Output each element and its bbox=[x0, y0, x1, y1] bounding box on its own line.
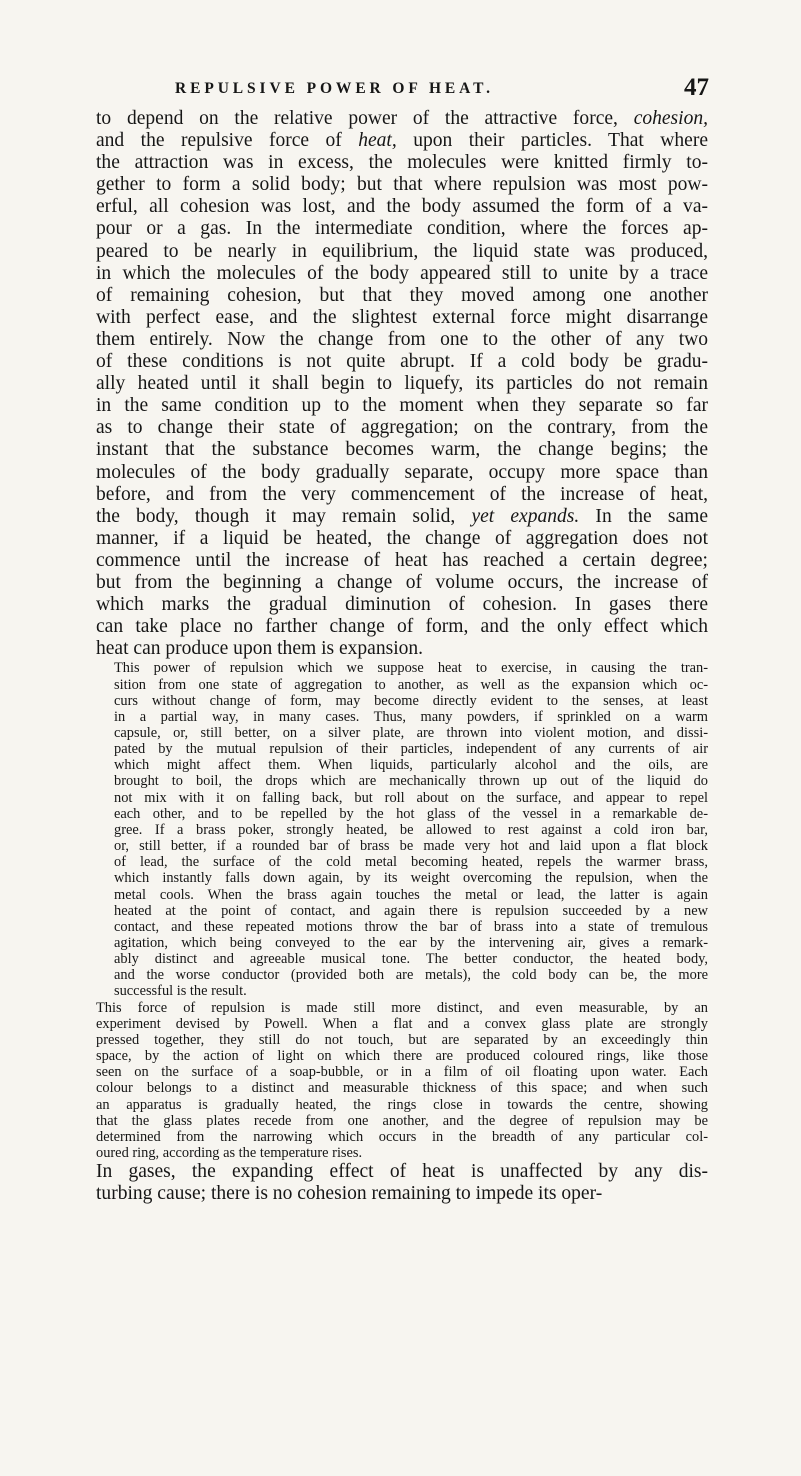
text-segment: gree. If a brass poker, strongly heated, be allowed to rest against a cold iron bar, bbox=[114, 821, 708, 838]
text-line bbox=[96, 870, 708, 886]
text-segment: seen on the surface of a soap-bubble, or in a film of oil floating upon water. Each bbox=[96, 1064, 708, 1081]
text-segment: colour belongs to a distinct and measurable thickness of this space; and when such bbox=[96, 1080, 708, 1097]
italic-phrase: heat, bbox=[358, 130, 397, 152]
text-segment: pated by the mutual repulsion of their particles, independent of any currents of air bbox=[114, 741, 708, 758]
text-line bbox=[96, 983, 708, 999]
text-segment: In gases, the expanding effect of heat is unaffected by any dis- bbox=[96, 1161, 708, 1183]
text-line bbox=[96, 660, 708, 676]
text-segment: agitation, which being conveyed to the ear by the intervening air, gives a remark- bbox=[114, 935, 708, 951]
text-line bbox=[96, 1145, 708, 1161]
text-line bbox=[96, 528, 708, 550]
text-segment: instant that the substance becomes warm, the change begins; the bbox=[96, 439, 708, 461]
text-segment: erful, all cohesion was lost, and the body assumed the form of a va- bbox=[96, 196, 708, 218]
text-line bbox=[96, 1064, 708, 1080]
text-segment: not mix with it on falling back, but roll about on the surface, and appear to repel bbox=[114, 789, 708, 806]
text-line bbox=[96, 351, 708, 373]
text-line bbox=[96, 484, 708, 506]
text-line bbox=[96, 903, 708, 919]
text-line bbox=[96, 838, 708, 854]
text-segment: experiment devised by Powell. When a flat and a convex glass plate are strongly bbox=[96, 1015, 708, 1032]
text-segment: which marks the gradual diminution of cohesion. In gases there bbox=[96, 594, 708, 616]
text-line bbox=[96, 725, 708, 741]
text-segment: curs without change of form, may become directly evident to the senses, at least bbox=[114, 692, 708, 709]
text-line bbox=[96, 935, 708, 951]
text-segment: sition from one state of aggregation to another, as well as the expansion which oc- bbox=[114, 676, 708, 693]
text-segment: that the glass plates recede from one another, and the degree of repulsion may be bbox=[96, 1112, 708, 1129]
body-text bbox=[96, 108, 708, 1205]
text-line bbox=[96, 108, 708, 130]
text-segment: which might affect them. When liquids, particularly alcohol and the oils, are bbox=[114, 757, 708, 774]
paragraph bbox=[96, 1000, 708, 1162]
italic-phrase: yet expands. bbox=[471, 505, 580, 527]
running-title: REPULSIVE POWER OF HEAT. bbox=[175, 80, 494, 97]
paragraph bbox=[96, 1161, 708, 1205]
text-segment: manner, if a liquid be heated, the change of aggregation does not bbox=[96, 527, 708, 549]
text-line bbox=[96, 1129, 708, 1145]
page-number: 47 bbox=[684, 74, 709, 101]
text-line bbox=[96, 152, 708, 174]
text-line bbox=[96, 1032, 708, 1048]
text-segment: of remaining cohesion, but that they moved among one another bbox=[96, 284, 708, 306]
text-line bbox=[96, 709, 708, 725]
text-segment: brought to boil, the drops which are mechanically thrown up out of the liquid do bbox=[114, 773, 708, 790]
text-line bbox=[96, 307, 708, 329]
text-segment: turbing cause; there is no cohesion remaining to impede its oper- bbox=[96, 1183, 603, 1205]
text-line bbox=[96, 462, 708, 484]
text-segment: before, and from the very commencement of the increase of heat, bbox=[96, 483, 708, 505]
text-line bbox=[96, 1080, 708, 1096]
text-line bbox=[96, 616, 708, 638]
text-line bbox=[96, 218, 708, 240]
text-segment: ally heated until it shall begin to liquefy, its particles do not remain bbox=[96, 373, 708, 395]
text-segment: the body, though it may remain solid, bbox=[96, 505, 472, 527]
text-segment: upon their particles. That where bbox=[396, 130, 708, 152]
text-line bbox=[96, 822, 708, 838]
text-line bbox=[96, 285, 708, 307]
text-line bbox=[96, 1113, 708, 1129]
text-line bbox=[96, 638, 708, 660]
text-line bbox=[96, 417, 708, 439]
text-segment: commence until the increase of heat has reached a certain degree; bbox=[96, 549, 708, 571]
text-line bbox=[96, 506, 708, 528]
text-segment: successful is the result. bbox=[114, 983, 247, 1000]
text-line bbox=[96, 677, 708, 693]
text-segment: in a partial way, in many cases. Thus, many powders, if sprinkled on a warm bbox=[114, 708, 708, 725]
text-segment: ably distinct and agreeable musical tone. The better conductor, the heated body, bbox=[114, 951, 708, 968]
book-page bbox=[96, 74, 708, 1205]
page-header bbox=[96, 74, 708, 108]
text-line bbox=[96, 806, 708, 822]
text-segment: and the worse conductor (provided both are metals), the cold body can be, the more bbox=[114, 967, 708, 984]
text-segment: gether to form a solid body; but that where repulsion was most pow- bbox=[96, 174, 708, 196]
text-line bbox=[96, 1097, 708, 1113]
text-line bbox=[96, 263, 708, 285]
text-segment: of these conditions is not quite abrupt. If a cold body be gradu- bbox=[96, 351, 708, 373]
text-segment: in the same condition up to the moment when they separate so far bbox=[96, 395, 708, 417]
text-segment: This force of repulsion is made still more distinct, and even measurable, by an bbox=[96, 999, 708, 1016]
text-line bbox=[96, 1161, 708, 1183]
text-line bbox=[96, 757, 708, 773]
text-line bbox=[96, 919, 708, 935]
text-line bbox=[96, 130, 708, 152]
text-segment: molecules of the body gradually separate, occupy more space than bbox=[96, 461, 708, 483]
text-segment: them entirely. Now the change from one to the other of any two bbox=[96, 328, 708, 350]
text-segment: determined from the narrowing which occurs in the breadth of any particular col- bbox=[96, 1128, 708, 1145]
paragraph bbox=[96, 108, 708, 660]
text-line bbox=[96, 329, 708, 351]
text-line bbox=[96, 241, 708, 263]
text-line bbox=[96, 854, 708, 870]
text-segment: heated at the point of contact, and again there is repulsion succeeded by a new bbox=[114, 902, 708, 919]
text-line bbox=[96, 693, 708, 709]
text-line bbox=[96, 594, 708, 616]
text-line bbox=[96, 550, 708, 572]
text-segment: peared to be nearly in equilibrium, the liquid state was produced, bbox=[96, 240, 708, 262]
text-line bbox=[96, 174, 708, 196]
text-line bbox=[96, 395, 708, 417]
text-segment: but from the beginning a change of volume occurs, the increase of bbox=[96, 571, 708, 593]
text-line bbox=[96, 1000, 708, 1016]
text-line bbox=[96, 790, 708, 806]
text-line bbox=[96, 741, 708, 757]
text-segment: pour or a gas. In the intermediate condition, where the forces ap- bbox=[96, 218, 708, 240]
text-segment: This power of repulsion which we suppose heat to exercise, in causing the tran- bbox=[114, 660, 708, 677]
text-segment: and the repulsive force of bbox=[96, 130, 359, 152]
text-segment: in which the molecules of the body appeared still to unite by a trace bbox=[96, 262, 708, 284]
text-segment: each other, and to be repelled by the hot glass of the vessel in a remarkable de- bbox=[114, 805, 708, 822]
text-segment: space, by the action of light on which there are produced coloured rings, like those bbox=[96, 1048, 708, 1065]
text-segment: capsule, or, still better, on a silver plate, are thrown into violent motion, and dissi- bbox=[114, 724, 708, 741]
text-line bbox=[96, 1183, 708, 1205]
text-segment: metal cools. When the brass again touches the metal or lead, the latter is again bbox=[114, 886, 708, 903]
text-line bbox=[96, 773, 708, 789]
text-segment: with perfect ease, and the slightest external force might disarrange bbox=[96, 306, 708, 328]
text-segment: can take place no farther change of form, and the only effect which bbox=[96, 616, 708, 638]
text-line bbox=[96, 572, 708, 594]
italic-phrase: cohesion, bbox=[633, 108, 708, 129]
text-segment: of lead, the surface of the cold metal becoming heated, repels the warmer brass, bbox=[114, 854, 708, 871]
text-segment: which instantly falls down again, by its weight overcoming the repulsion, when the bbox=[114, 870, 708, 887]
text-line bbox=[96, 1016, 708, 1032]
text-line bbox=[96, 1048, 708, 1064]
text-segment: contact, and these repeated motions throw the bar of brass into a state of tremulous bbox=[114, 918, 708, 935]
text-line bbox=[96, 439, 708, 461]
text-line bbox=[96, 951, 708, 967]
paragraph bbox=[96, 660, 708, 999]
text-line bbox=[96, 887, 708, 903]
text-segment: pressed together, they still do not touch, but are separated by an exceedingly thin bbox=[96, 1031, 708, 1048]
text-segment: oured ring, according as the temperature rises. bbox=[96, 1145, 363, 1162]
text-segment: to depend on the relative power of the attractive force, bbox=[96, 108, 634, 129]
text-segment: an apparatus is gradually heated, the rings close in towards the centre, showing bbox=[96, 1096, 708, 1113]
text-segment: as to change their state of aggregation; on the contrary, from the bbox=[96, 417, 708, 439]
text-segment: heat can produce upon them is expansion. bbox=[96, 638, 424, 660]
text-segment: or, still better, if a rounded bar of brass be made very hot and laid upon a flat block bbox=[114, 838, 708, 855]
text-line bbox=[96, 196, 708, 218]
text-line bbox=[96, 967, 708, 983]
text-segment: In the same bbox=[579, 505, 709, 527]
text-line bbox=[96, 373, 708, 395]
text-segment: the attraction was in excess, the molecules were knitted firmly to- bbox=[96, 152, 708, 174]
